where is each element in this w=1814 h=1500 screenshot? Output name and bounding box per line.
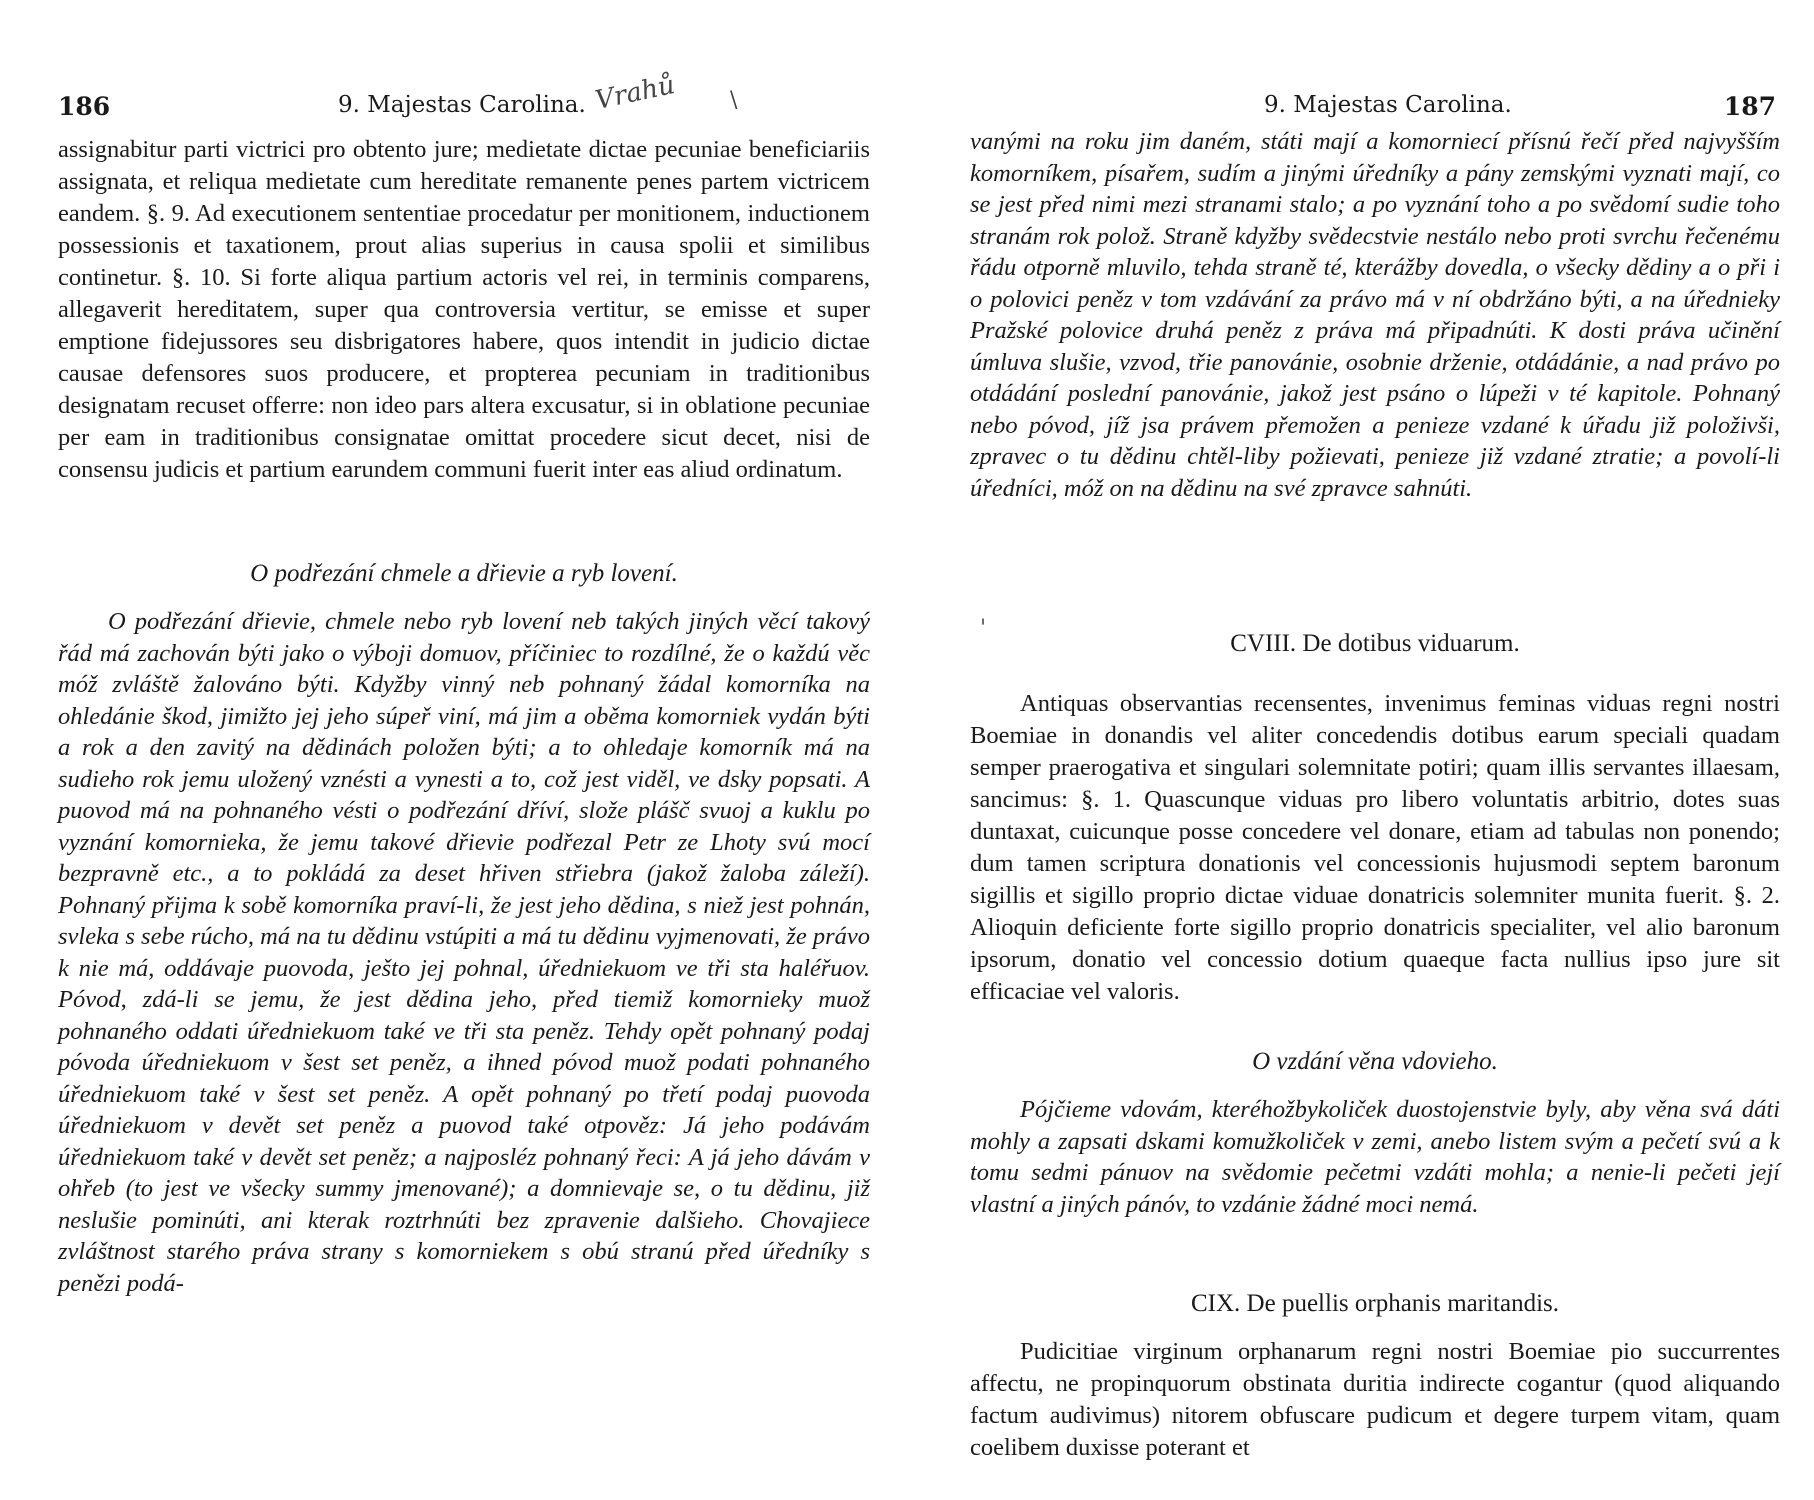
section-heading: CVIII. De dotibus viduarum. bbox=[1230, 630, 1520, 657]
right-page bbox=[940, 0, 1814, 1500]
section-heading: O vzdání věna vdovieho. bbox=[1252, 1048, 1498, 1075]
page-number: 187 bbox=[1723, 92, 1776, 121]
section-heading: CIX. De puellis orphanis maritandis. bbox=[1191, 1290, 1559, 1317]
stray-mark: ' bbox=[980, 616, 987, 641]
czech-paragraph-2-block bbox=[970, 1094, 1780, 1220]
latin-paragraph-block bbox=[58, 134, 870, 486]
section-cix-block bbox=[970, 1336, 1780, 1464]
section-heading: O podřezání chmele a dřievie a ryb lovení. bbox=[250, 560, 678, 587]
czech-paragraph: vanými na roku jim daném, státi mají a komorniecí přísnú řečí před najvyšším komorníkem, písařem, sudím a jinými úředníky a pány zemskými vyznati mají, co se jest před nimi mezi stranami stalo; a po vyznání toho a po svědomí sudie toho stranám rok polož. Straně kdyžby svědecstvie nestálo nebo proti svrchu řečenému řádu otporně mluvilo, tehda straně té, kterážby dovedla, o všecky dědiny a o při i o polovici peněz v tom vzdávání za právo má v ní obdržáno býti, a na úřednieky Pražské polovice druhá peněz z práva má připadnúti. K dosti práva učinění úmluva slušie, vzvod, třie panovánie, osobnie drženie, otdádánie, a nad právo po otdádání poslední panovánie, jakož jest psáno o lúpeži v té kapitole. Pohnaný nebo póvod, jíž jsa právem přemožen a penieze vzdané k úřadu již položivši, zpravec o tu dědinu chtěl-liby požievati, penieze již vzdané ztratie; a povolí-li úředníci, móž on na dědinu na své zpravce sahnúti. bbox=[970, 128, 1780, 502]
section-cix-heading-block bbox=[970, 1290, 1780, 1318]
czech-section-block bbox=[58, 560, 870, 588]
running-head: 9. Majestas Carolina. bbox=[338, 92, 586, 118]
czech-paragraph: Pójčieme vdovám, kteréhožbykoliček duostojenstvie byly, aby věna svá dáti mohly a zapsati dskami komužkoliček v zemi, anebo listem svým a pečetí svú a k tomu sedmi pánuov na svědomie pečetmi vzdáti mohla; a nenie-li pečeti její vlastní a jiných pánóv, to vzdánie žádné moci nemá. bbox=[970, 1096, 1780, 1218]
section-cviii-block bbox=[970, 688, 1780, 1008]
handwritten-marginal-note: Vrahů bbox=[592, 69, 678, 117]
marginal-mark: \ bbox=[730, 88, 738, 113]
czech-text-block bbox=[58, 606, 870, 1299]
czech-paragraph: O podřezání dřievie, chmele nebo ryb lovení neb takých jiných věcí takový řád má zachován býti jako o výboji domuov, příčiniec to rozdílné, že o každú věc móž zvláště žalováno býti. Kdyžby vinný neb pohnaný žádal komorníka na ohledánie škod, jimižto jej jeho súpeř viní, má jim a oběma komorniek vydán býti a rok a den zavitý na dědinách položen býti; a to ohledaje komorník má na sudieho rok jemu uložený vznésti a vynesti a to, což jest viděl, ve dsky popsati. A puovod má na pohnaného vésti o podřezání dříví, slože plášč svuoj a kuklu po vyznání komornieka, že jemu takové dřievie podřezal Petr ze Lhoty svú mocí bezpravně etc., a to pokládá za deset hřiven střiebra (jakož žaloba záleží). Pohnaný přijma k sobě komorníka praví-li, že jest jeho dědina, s niež jest pohnán, svleka s sebe rúcho, má na tu dědinu vstúpiti a má tu dědinu vyjmenovati, že právo k nie má, oddávaje puovoda, ješto jej pohnal, úředniekuom ve tři sta haléřuov. Póvod, zdá-li se jemu, že jest dědina jeho, před tiemiž komornieky muož pohnaného oddati úředniekuom také ve tři sta peněz. Tehdy opět pohnaný podaj póvoda úředniekuom v šest set peněz, a ihned póvod muož podati pohnaného úředniekuom také v šest set peněz. A opět pohnaný po třetí podaj puovoda úředniekuom v devět set peněz a puovod také otpověz: Já jeho podávám úředniekuom také v devět set peněz; a najposléz pohnaný řeci: A já jeho dávám v ohřeb (to jest ve všecky summy jmenované); a domnievaje se, o tu dědinu, již neslušie pominúti, ani kterak roztrhnúti bez zpravenie dalšieho. Chovajiece zvláštnost starého práva strany s komorniekem s obú stranú před úředníky s penězi podá- bbox=[58, 608, 870, 1297]
page-number: 186 bbox=[58, 92, 111, 121]
czech-heading-2-block bbox=[970, 1048, 1780, 1076]
czech-continuation-block bbox=[970, 126, 1780, 504]
latin-paragraph: Pudicitiae virginum orphanarum regni nostri Boemiae pio succurrentes affectu, ne propinquorum obstinata duritia indirecte cogantur (quod aliquando factum audivimus) nitorem obfuscare pudicum et degere turpem vitam, quam coelibem duxisse poterant et bbox=[970, 1338, 1780, 1461]
section-cviii-heading-block bbox=[970, 630, 1780, 658]
latin-paragraph: Antiquas observantias recensentes, invenimus feminas viduas regni nostri Boemiae in donandis vel aliter concedendis dotibus earum speciali quadam semper praerogativa et singulari solemnitate potiri; quam illis servantes illaesam, sancimus: §. 1. Quascunque viduas pro libero voluntatis arbitrio, dotes suas duntaxat, cuicunque posse concedere vel donare, etiam ad tabulas non ponendo; dum tamen scriptura donationis vel concessionis hujusmodi septem baronum sigillis et sigillo proprio dictae viduae donatricis solemniter munita fuerit. §. 2. Alioquin deficiente forte sigillo proprio donatricis specialiter, vel alio baronum ipsorum, donatio vel concessio dotium quaeque facta nullius ipso jure sit efficaciae vel valoris. bbox=[970, 690, 1780, 1005]
latin-paragraph: assignabitur parti victrici pro obtento jure; medietate dictae pecuniae beneficiariis assignata, et reliqua medietate cum hereditate remanente penes partem victricem eandem. §. 9. Ad executionem sententiae procedatur per monitionem, inductionem possessionis et taxationem, prout alias superius in causa spolii et similibus continetur. §. 10. Si forte aliqua partium actoris vel rei, in terminis comparens, allegaverit hereditatem, super qua controversia vertitur, se emisse et super emptione fidejussores seu disbrigatores habere, quos intendit in judicio dictae causae defensores suos producere, et propterea pecuniam in traditionibus designatam recuset offerre: non ideo pars altera excusatur, si in oblatione pecuniae per eam in traditionibus consignatae omittat procedere sicut decet, nisi de consensu judicis et partium earundem communi fuerit inter eas aliud ordinatum. bbox=[58, 136, 870, 483]
left-page bbox=[0, 0, 900, 1500]
running-head: 9. Majestas Carolina. bbox=[1264, 92, 1512, 118]
